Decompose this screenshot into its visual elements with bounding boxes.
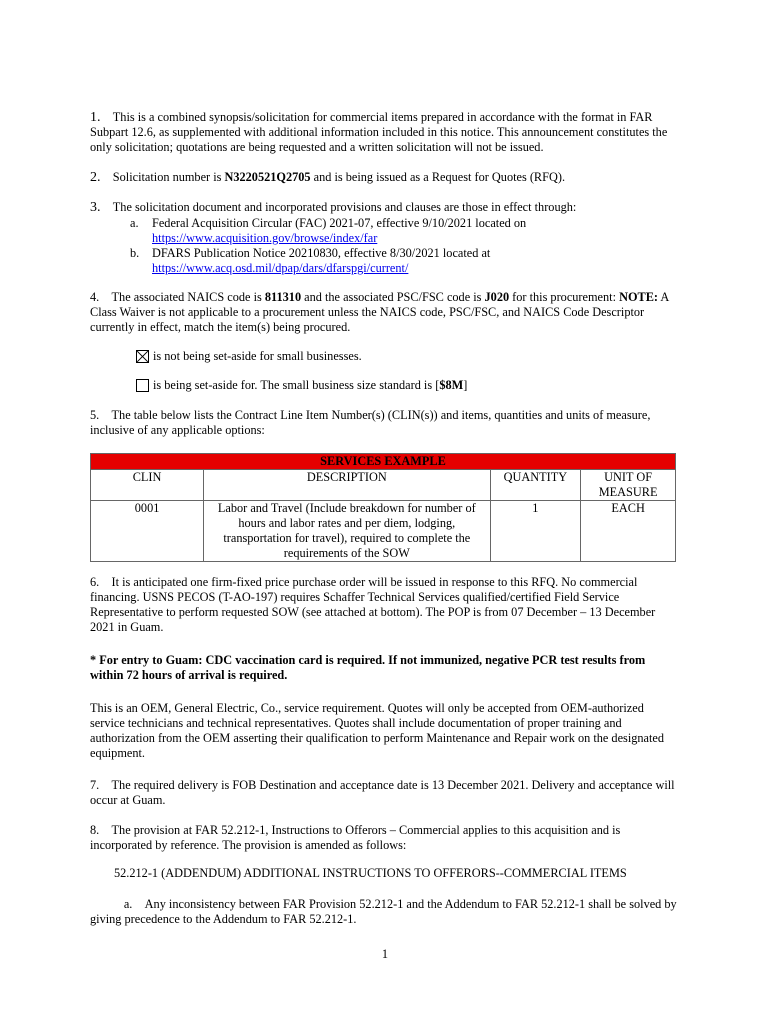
list-item-text: DFARS Publication Notice 20210830, effective 8/30/2021 located at: [152, 246, 491, 260]
solicitation-number: N3220521Q2705: [224, 170, 311, 184]
guam-entry-note: * For entry to Guam: CDC vaccination card is required. If not immunized, negative PCR test results from within 72 hours of arrival is required.: [90, 653, 646, 682]
paragraph-7: [90, 778, 680, 808]
header-description: DESCRIPTION: [204, 470, 490, 501]
table-banner: [91, 454, 676, 470]
table-row: [91, 501, 676, 562]
paragraph-1: [90, 110, 680, 155]
table-banner-text: SERVICES EXAMPLE: [320, 454, 446, 468]
far-link[interactable]: https://www.acquisition.gov/browse/index/far: [152, 231, 378, 245]
cell-quantity: 1: [490, 501, 581, 562]
paragraph-5-text: The table below lists the Contract Line Item Number(s) (CLIN(s)) and items, quantities and units of measure, inclusive of any applicable options:: [90, 408, 651, 437]
checked-checkbox[interactable]: [136, 350, 149, 363]
oem-note: This is an OEM, General Electric, Co., service requirement. Quotes will only be accepted from OEM-authorized service technicians and technical representatives. Quotes shall include documentation of proper training and authorization from the OEM asserting their qualification to perform Maintenance and Repair work on the designated equipment.: [90, 701, 665, 760]
paragraph-5: [90, 408, 680, 438]
cell-description: Labor and Travel (Include breakdown for number of hours and labor rates and per diem, lodging, transportation for travel), required to complete the requirements of the SOW: [204, 501, 490, 562]
paragraph-4: [90, 290, 680, 335]
addendum-item-a: [90, 897, 680, 927]
note-label: NOTE:: [619, 290, 659, 304]
set-aside-option-yes-label: [153, 378, 467, 393]
list-item-fac: [130, 216, 680, 246]
paragraph-4-text-4: A Class Waiver is not applicable to a procurement unless the NAICS code, PSC/FSC, and NAICS Code Descriptor currently in effect, match the item(s) being procured.: [90, 290, 669, 334]
page-number: 1: [381, 947, 389, 961]
paragraph-6: [90, 575, 680, 635]
paragraph-2-number: 2.: [90, 170, 101, 185]
header-unit: UNIT OF MEASURE: [581, 470, 676, 501]
paragraph-5-number: 5.: [90, 408, 100, 422]
paragraph-3-text: The solicitation document and incorporated provisions and clauses are those in effect through:: [112, 200, 577, 214]
paragraph-2-text-post: and is being issued as a Request for Quotes (RFQ).: [310, 170, 566, 184]
naics-code: 811310: [264, 290, 302, 304]
paragraph-4-text-2: and the associated PSC/FSC code is: [301, 290, 485, 304]
set-aside-option-not-label: is not being set-aside for small businesses.: [153, 349, 362, 363]
dfars-link[interactable]: https://www.acq.osd.mil/dpap/dars/dfarspgi/current/: [152, 261, 409, 275]
paragraph-3-number: 3.: [90, 200, 101, 215]
size-standard-close: ]: [463, 378, 468, 392]
paragraph-8-number: 8.: [90, 823, 100, 837]
set-aside-option-not: [136, 349, 676, 364]
paragraph-6-text: It is anticipated one firm-fixed price purchase order will be issued in response to this RFQ. No commercial financing. USNS PECOS (T-AO-197) requires Schaffer Technical Services qualified/certified Field Service Representative to perform requested SOW (see attached at bottom). The POP is from 07 December – 13 December 2021 in Guam.: [90, 575, 656, 634]
paragraph-7-text: The required delivery is FOB Destination and acceptance date is 13 December 2021. Delivery and acceptance will occur at Guam.: [90, 778, 675, 807]
psc-code: J020: [484, 290, 510, 304]
paragraph-1-number: 1.: [90, 110, 101, 125]
addendum-item-a-label: a.: [123, 897, 133, 911]
paragraph-8-text: The provision at FAR 52.212-1, Instructions to Offerors – Commercial applies to this acquisition and is incorporated by reference. The provision is amended as follows:: [90, 823, 621, 852]
paragraph-4-number: 4.: [90, 290, 100, 304]
paragraph-3: [90, 200, 680, 215]
table-header-row: [91, 470, 676, 501]
size-standard-text: is being set-aside for. The small business size standard is [: [153, 378, 440, 392]
list-item-dfars: [130, 246, 680, 276]
header-quantity: QUANTITY: [490, 470, 581, 501]
cell-clin: 0001: [91, 501, 204, 562]
paragraph-8: [90, 823, 680, 853]
list-item-label: b.: [130, 246, 140, 260]
cell-unit: EACH: [581, 501, 676, 562]
addendum-title: 52.212-1 (ADDENDUM) ADDITIONAL INSTRUCTIONS TO OFFERORS--COMMERCIAL ITEMS: [114, 866, 627, 880]
size-standard-value: $8M: [439, 378, 464, 392]
paragraph-6-number: 6.: [90, 575, 100, 589]
unchecked-checkbox[interactable]: [136, 379, 149, 392]
paragraph-2: [90, 170, 680, 185]
paragraph-7-number: 7.: [90, 778, 100, 792]
addendum-item-a-text: Any inconsistency between FAR Provision 52.212-1 and the Addendum to FAR 52.212-1 shall be solved by giving precedence to the Addendum to FAR 52.212-1.: [90, 897, 677, 926]
header-clin: CLIN: [91, 470, 204, 501]
list-item-label: a.: [130, 216, 139, 230]
paragraph-4-text-3: for this procurement:: [509, 290, 620, 304]
clin-table: [90, 453, 676, 562]
paragraph-4-text-1: The associated NAICS code is: [111, 290, 265, 304]
paragraph-2-text-pre: Solicitation number is: [112, 170, 225, 184]
paragraph-1-text: This is a combined synopsis/solicitation for commercial items prepared in accordance with the format in FAR Subpart 12.6, as supplemented with additional information included in this notice. This announcement constitutes the only solicitation; quotations are being requested and a written solicitation will not be issued.: [90, 110, 668, 154]
list-item-text: Federal Acquisition Circular (FAC) 2021-07, effective 9/10/2021 located on: [152, 216, 527, 230]
set-aside-option-yes: [136, 378, 676, 393]
